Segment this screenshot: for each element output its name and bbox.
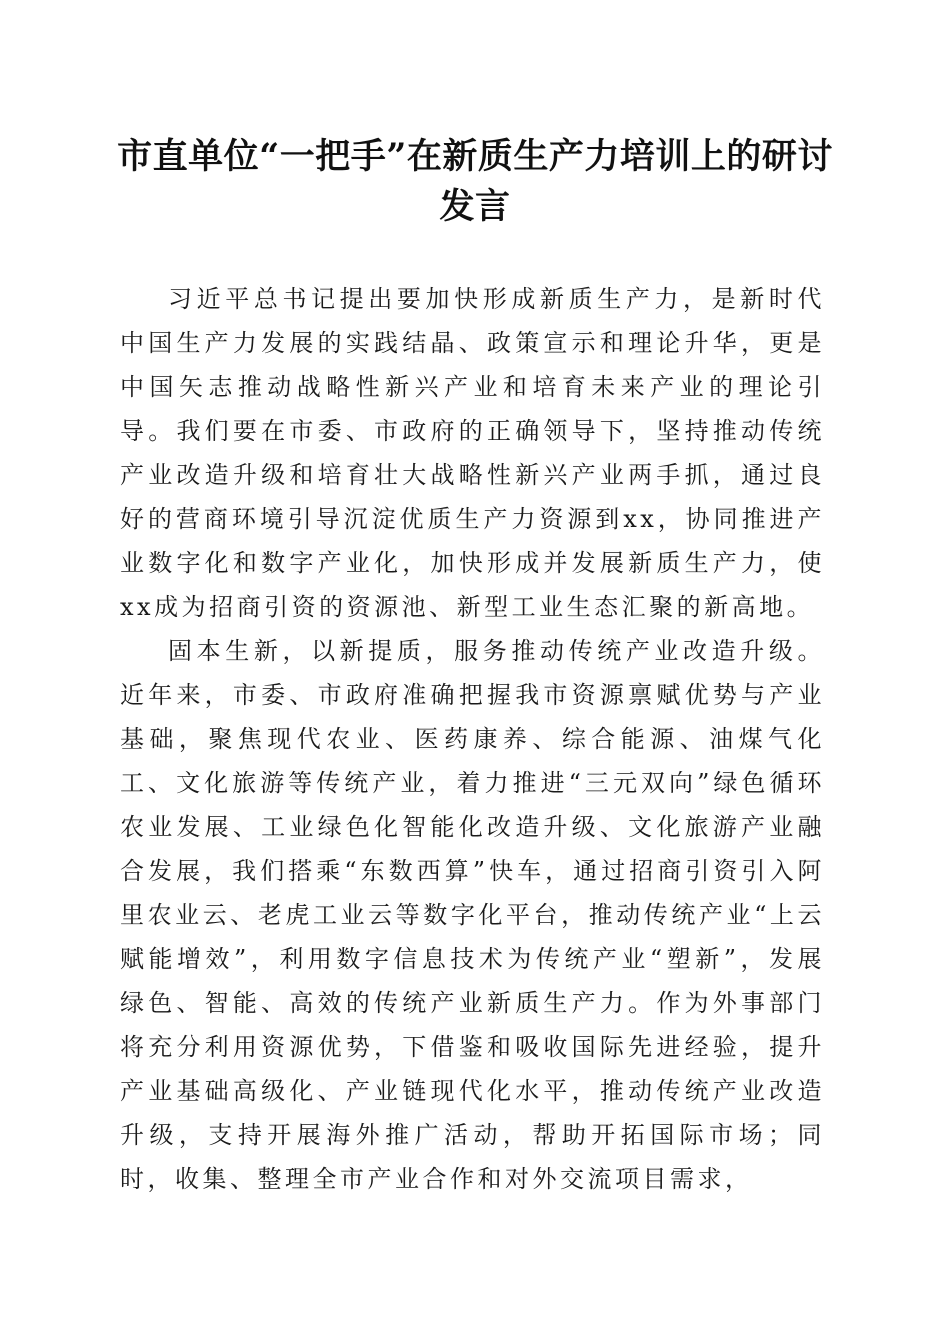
paragraph-1: 习近平总书记提出要加快形成新质生产力，是新时代中国生产力发展的实践结晶、政策宣示和理论升华，更是中国矢志推动战略性新兴产业和培育未来产业的理论引导。我们要在市委、市政府的正确领导下，坚持推动传统产业改造升级和培育壮大战略性新兴产业两手抓，通过良好的营商环境引导沉淀优质生产力资源到xx，协同推进产业数字化和数字产业化，加快形成并发展新质生产力，使xx成为招商引资的资源池、新型工业生态汇聚的新高地。 (120, 285, 825, 621)
document-body (120, 277, 825, 1201)
paragraph-2: 固本生新，以新提质，服务推动传统产业改造升级。近年来，市委、市政府准确把握我市资源禀赋优势与产业基础，聚焦现代农业、医药康养、综合能源、油煤气化工、文化旅游等传统产业，着力推进“三元双向”绿色循环农业发展、工业绿色化智能化改造升级、文化旅游产业融合发展，我们搭乘“东数西算”快车，通过招商引资引入阿里农业云、老虎工业云等数字化平台，推动传统产业“上云赋能增效”，利用数字信息技术为传统产业“塑新”，发展绿色、智能、高效的传统产业新质生产力。作为外事部门将充分利用资源优势，下借鉴和吸收国际先进经验，提升产业基础高级化、产业链现代化水平，推动传统产业改造升级，支持开展海外推广活动，帮助开拓国际市场；同时，收集、整理全市产业合作和对外交流项目需求， (120, 637, 825, 1193)
document-title: 市直单位“一把手”在新质生产力培训上的研讨发言 (117, 136, 833, 227)
